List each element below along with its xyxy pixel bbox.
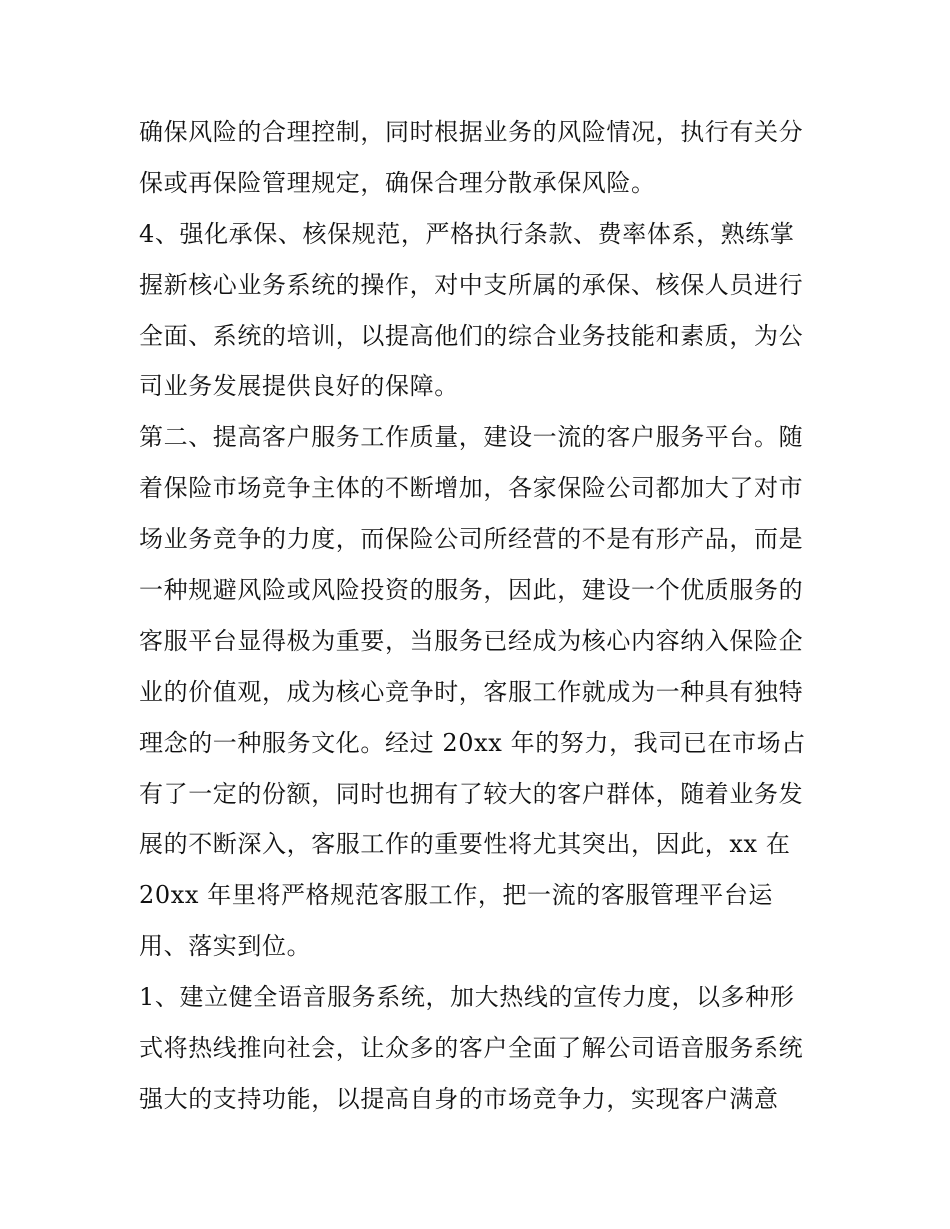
text-line: 一种规避风险或风险投资的服务，因此，建设一个优质服务的	[139, 576, 804, 605]
body-text	[139, 107, 829, 1125]
text-line: 用、落实到位。	[139, 932, 312, 961]
text-line: 着保险市场竞争主体的不断增加，各家保险公司都加大了对市	[139, 474, 804, 503]
text-line: 展的不断深入，客服工作的重要性将尤其突出，因此，xx 在	[139, 830, 791, 859]
text-line: 20xx 年里将严格规范客服工作，把一流的客服管理平台运	[139, 881, 774, 910]
text-line: 有了一定的份额，同时也拥有了较大的客户群体，随着业务发	[139, 779, 804, 808]
text-line: 客服平台显得极为重要，当服务已经成为核心内容纳入保险企	[139, 626, 804, 655]
text-line: 场业务竞争的力度，而保险公司所经营的不是有形产品，而是	[139, 525, 804, 554]
text-line: 司业务发展提供良好的保障。	[139, 372, 459, 401]
text-line: 握新核心业务系统的操作，对中支所属的承保、核保人员进行	[139, 270, 804, 299]
text-line: 保或再保险管理规定，确保合理分散承保风险。	[139, 168, 656, 197]
text-line: 确保风险的合理控制，同时根据业务的风险情况，执行有关分	[139, 118, 804, 146]
text-line: 第二、提高客户服务工作质量，建设一流的客户服务平台。随	[139, 423, 804, 452]
text-line: 理念的一种服务文化。经过 20xx 年的努力，我司已在市场占	[139, 728, 806, 757]
text-line: 业的价值观，成为核心竞争时，客服工作就成为一种具有独特	[139, 677, 804, 706]
text-line: 强大的支持功能，以提高自身的市场竞争力，实现客户满意	[139, 1084, 779, 1113]
text-line: 1、建立健全语音服务系统，加大热线的宣传力度，以多种形	[139, 983, 795, 1012]
text-line: 4、强化承保、核保规范，严格执行条款、费率体系，熟练掌	[139, 219, 795, 248]
text-line: 全面、系统的培训，以提高他们的综合业务技能和素质，为公	[139, 321, 804, 350]
text-line: 式将热线推向社会，让众多的客户全面了解公司语音服务系统	[139, 1034, 804, 1063]
